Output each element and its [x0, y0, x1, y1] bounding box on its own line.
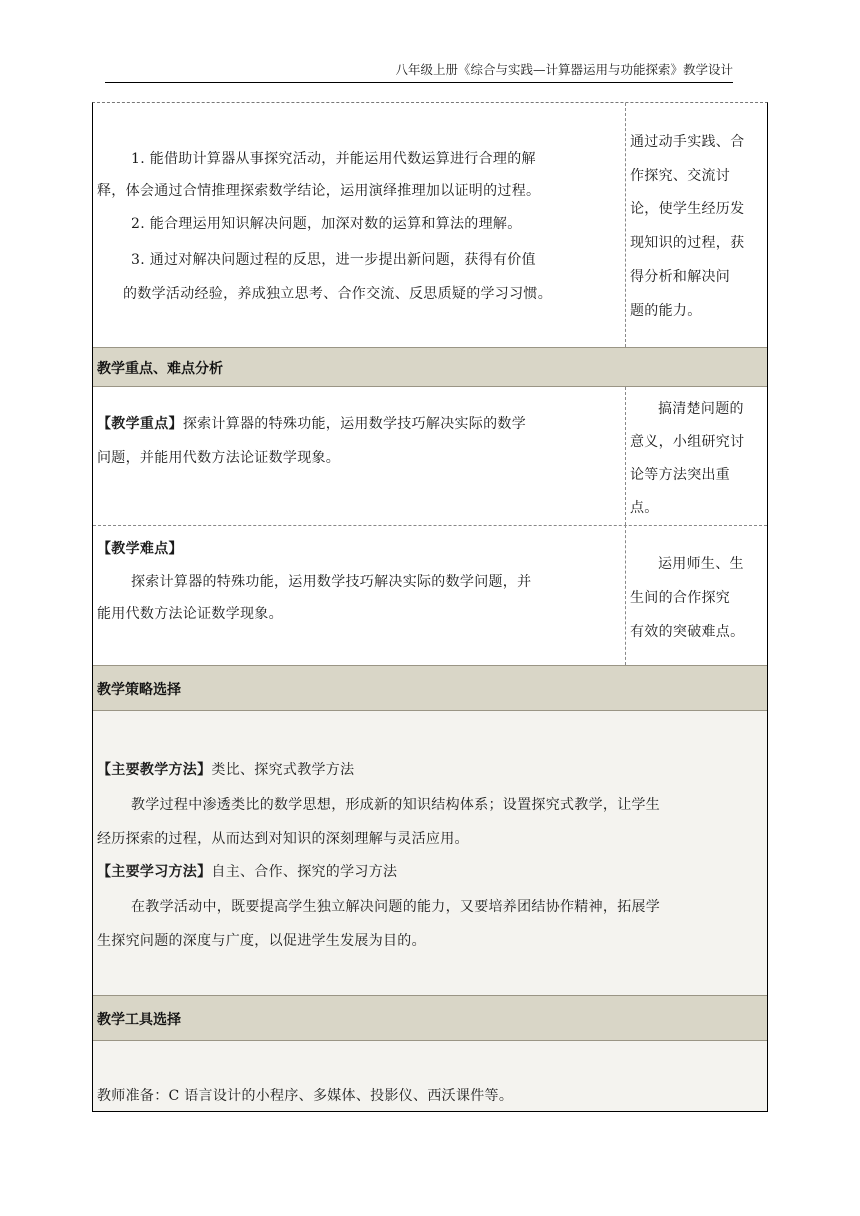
focus-line: 【教学重点】探索计算器的特殊功能，运用数学技巧解决实际的数学: [97, 416, 527, 432]
section-title: 教学策略选择: [97, 682, 181, 698]
objective-line: 2. 能合理运用知识解决问题，加深对数的运算和算法的理解。: [131, 216, 522, 232]
lesson-design-table: [92, 102, 768, 1112]
learning-method-line: 【主要学习方法】自主、合作、探究的学习方法: [97, 864, 398, 880]
teaching-method-text: 经历探索的过程，从而达到对知识的深刻理解与灵活应用。: [97, 831, 469, 847]
difficulty-label: 【教学难点】: [97, 541, 183, 557]
objectives-note-line: 现知识的过程，获: [630, 235, 745, 251]
teaching-method-label: 【主要教学方法】: [97, 762, 212, 778]
focus-label: 【教学重点】: [97, 416, 183, 432]
page-header: [105, 60, 733, 83]
objective-line: 的数学活动经验，养成独立思考、合作交流、反思质疑的学习习惯。: [123, 286, 552, 302]
tools-body: [93, 1041, 767, 1111]
focus-line: 问题，并能用代数方法论证数学现象。: [97, 450, 341, 466]
difficulty-note-line: 生间的合作探究: [630, 590, 731, 606]
objective-line: 3. 通过对解决问题过程的反思，进一步提出新问题，获得有价值: [131, 252, 536, 268]
strategy-section-header: [93, 665, 767, 711]
focus-note-line: 论等方法突出重: [630, 467, 731, 483]
key-points-section-header: [93, 347, 767, 387]
strategy-body: [93, 711, 767, 995]
focus-note-line: 搞清楚问题的: [658, 401, 744, 417]
learning-method-text: 在教学活动中，既要提高学生独立解决问题的能力，又要培养团结协作精神，拓展学: [131, 899, 661, 915]
section-title: 教学工具选择: [97, 1012, 181, 1028]
difficulty-line: 探索计算器的特殊功能，运用数学技巧解决实际的数学问题，并: [131, 574, 532, 590]
section-title: 教学重点、难点分析: [97, 361, 223, 377]
learning-method-label: 【主要学习方法】: [97, 864, 212, 880]
tools-text: 教师准备：C 语言设计的小程序、多媒体、投影仪、西沃课件等。: [97, 1088, 514, 1104]
objectives-note-cell: [625, 103, 767, 347]
difficulty-note-line: 运用师生、生: [658, 556, 744, 572]
focus-note-line: 意义，小组研究讨: [630, 434, 745, 450]
header-title: 八年级上册《综合与实践—计算器运用与功能探索》教学设计: [395, 62, 733, 77]
difficulty-note-cell: [625, 525, 767, 665]
teaching-method-text: 教学过程中渗透类比的数学思想，形成新的知识结构体系；设置探究式教学，让学生: [131, 797, 661, 813]
focus-note-line: 点。: [630, 500, 659, 516]
objective-line: 1. 能借助计算器从事探究活动，并能运用代数运算进行合理的解: [131, 151, 536, 167]
focus-note-cell: [625, 387, 767, 525]
difficulty-note-line: 有效的突破难点。: [630, 624, 745, 640]
objectives-note-line: 得分析和解决问: [630, 269, 731, 285]
tools-section-header: [93, 995, 767, 1041]
difficulty-line: 能用代数方法论证数学现象。: [97, 606, 283, 622]
objective-line: 释，体会通过合情推理探索数学结论，运用演绎推理加以证明的过程。: [97, 183, 541, 199]
objectives-row: [93, 103, 767, 347]
objectives-note-line: 作探究、交流讨: [630, 168, 731, 184]
teaching-method-line: 【主要教学方法】类比、探究式教学方法: [97, 762, 355, 778]
objectives-note-line: 通过动手实践、合: [630, 134, 745, 150]
focus-row: [93, 387, 767, 525]
objectives-note-line: 题的能力。: [630, 303, 702, 319]
objectives-note-line: 论，使学生经历发: [630, 201, 745, 217]
learning-method-text: 生探究问题的深度与广度，以促进学生发展为目的。: [97, 933, 426, 949]
difficulty-row: [93, 525, 767, 665]
